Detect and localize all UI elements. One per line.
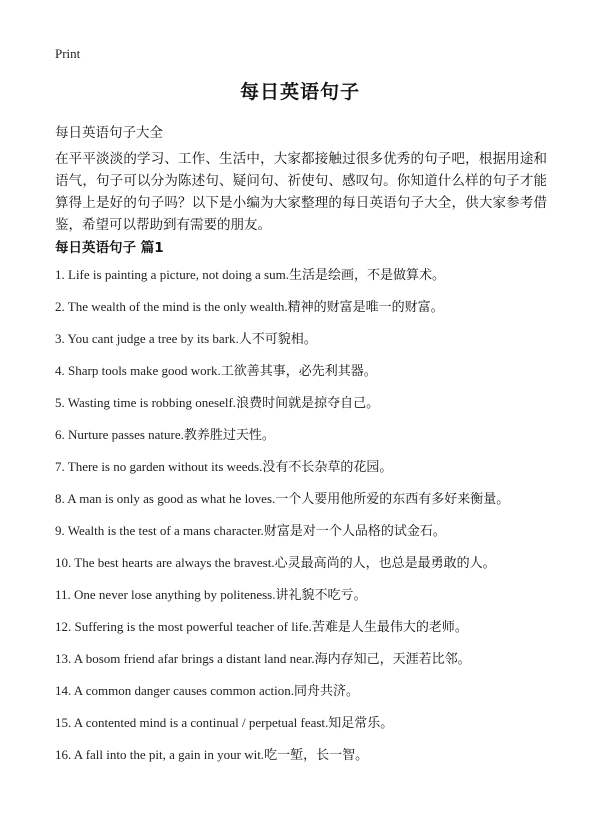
sentence-chinese: 人不可貌相。 [238, 332, 317, 347]
sentence-english: 14. A common danger causes common action. [55, 683, 295, 698]
list-item [55, 713, 565, 745]
sentence-english: 12. Suffering is the most powerful teacher of life. [55, 619, 312, 634]
sentence-english: 11. One never lose anything by politeness. [55, 587, 276, 602]
sentence-english: 13. A bosom friend afar brings a distant land near. [55, 651, 315, 666]
section-heading: 每日英语句子 篇1 [55, 240, 164, 256]
list-item [55, 425, 565, 457]
sentence-english: 10. The best hearts are always the bravest. [55, 555, 275, 570]
sentence-english: 15. A contented mind is a continual / perpetual feast. [55, 715, 329, 730]
sentence-chinese: 教养胜过天性。 [183, 428, 275, 443]
sentence-english: 7. There is no garden without its weeds. [55, 459, 263, 474]
sentence-english: 16. A fall into the pit, a gain in your wit. [55, 747, 265, 762]
print-link[interactable]: Print [55, 46, 81, 61]
sentence-english: 3. You cant judge a tree by its bark. [55, 331, 239, 346]
sentence-english: 1. Life is painting a picture, not doing a sum. [55, 267, 289, 282]
sentence-chinese: 吃一堑，长一智。 [264, 748, 369, 763]
intro-paragraph: 在平平淡淡的学习、工作、生活中，大家都接触过很多优秀的句子吧，根据用途和语气，句子可以分为陈述句、疑问句、祈使句、感叹句。你知道什么样的句子才能算得上是好的句子吗？以下是小编为大家整理的每日英语句子大全，供大家参考借鉴，希望可以帮助到有需要的朋友。 [55, 151, 547, 233]
sentence-english: 4. Sharp tools make good work. [55, 363, 221, 378]
sentence-list [55, 265, 565, 777]
list-item [55, 649, 565, 681]
list-item [55, 393, 565, 425]
list-item [55, 681, 565, 713]
sentence-chinese: 苦难是人生最伟大的老师。 [311, 620, 468, 635]
list-item [55, 745, 565, 777]
sentence-english: 8. A man is only as good as what he loves. [55, 491, 276, 506]
sentence-chinese: 同舟共济。 [294, 684, 360, 699]
page-title: 每日英语句子 [239, 81, 360, 103]
sentence-chinese: 生活是绘画，不是做算术。 [288, 268, 445, 283]
sentence-english: 9. Wealth is the test of a mans character. [55, 523, 264, 538]
sentence-english: 6. Nurture passes nature. [55, 427, 184, 442]
sentence-english: 2. The wealth of the mind is the only wealth. [55, 299, 288, 314]
list-item [55, 297, 565, 329]
sentence-chinese: 一个人要用他所爱的东西有多好来衡量。 [275, 492, 510, 507]
list-item [55, 361, 565, 393]
list-item [55, 585, 565, 617]
list-item [55, 329, 565, 361]
sentence-chinese: 知足常乐。 [328, 716, 394, 731]
sentence-chinese: 财富是对一个人品格的试金石。 [263, 524, 446, 539]
sentence-chinese: 讲礼貌不吃亏。 [275, 588, 367, 603]
sentence-chinese: 心灵最高尚的人，也总是最勇敢的人。 [274, 556, 496, 571]
list-item [55, 553, 565, 585]
sentence-chinese: 没有不长杂草的花园。 [262, 460, 393, 475]
sentence-chinese: 工欲善其事，必先利其器。 [220, 364, 377, 379]
sentence-chinese: 海内存知己，天涯若比邻。 [314, 652, 471, 667]
sentence-english: 5. Wasting time is robbing oneself. [55, 395, 237, 410]
list-item [55, 521, 565, 553]
list-item [55, 265, 565, 297]
list-item [55, 457, 565, 489]
sentence-chinese: 浪费时间就是掠夺自己。 [236, 396, 380, 411]
document-subtitle: 每日英语句子大全 [55, 125, 163, 141]
list-item [55, 617, 565, 649]
sentence-chinese: 精神的财富是唯一的财富。 [287, 300, 444, 315]
list-item [55, 489, 565, 521]
